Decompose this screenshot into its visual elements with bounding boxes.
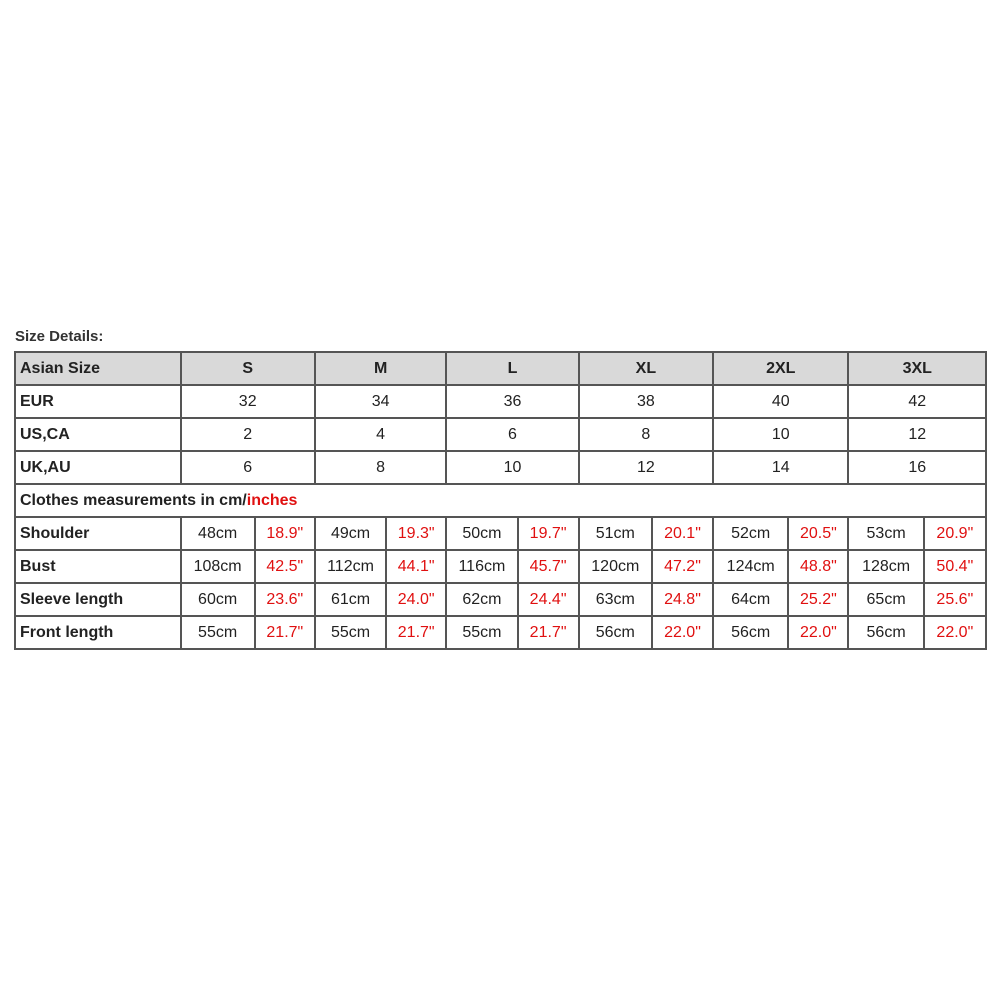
cm-value: 112cm <box>315 550 386 583</box>
size-value: 42 <box>848 385 986 418</box>
cm-value: 55cm <box>315 616 386 649</box>
row-label: EUR <box>15 385 181 418</box>
size-header: 2XL <box>713 352 848 385</box>
size-value: 10 <box>446 451 578 484</box>
cm-value: 108cm <box>181 550 255 583</box>
measurements-section-title <box>15 484 986 517</box>
size-value: 10 <box>713 418 848 451</box>
table-row <box>15 550 986 583</box>
size-header: M <box>315 352 446 385</box>
table-row <box>15 517 986 550</box>
size-value: 2 <box>181 418 315 451</box>
row-label: Bust <box>15 550 181 583</box>
size-value: 40 <box>713 385 848 418</box>
cm-value: 53cm <box>848 517 923 550</box>
row-label: Sleeve length <box>15 583 181 616</box>
row-label: UK,AU <box>15 451 181 484</box>
inch-value: 18.9" <box>255 517 315 550</box>
cm-value: 49cm <box>315 517 386 550</box>
size-details-caption: Size Details: <box>15 328 104 345</box>
inch-value: 20.5" <box>788 517 848 550</box>
cm-value: 51cm <box>579 517 652 550</box>
size-value: 36 <box>446 385 578 418</box>
inch-value: 44.1" <box>386 550 446 583</box>
size-value: 14 <box>713 451 848 484</box>
size-value: 32 <box>181 385 315 418</box>
size-value: 16 <box>848 451 986 484</box>
inch-value: 22.0" <box>924 616 986 649</box>
row-label: Shoulder <box>15 517 181 550</box>
size-value: 38 <box>579 385 713 418</box>
cm-value: 56cm <box>848 616 923 649</box>
section-row <box>15 484 986 517</box>
size-value: 6 <box>181 451 315 484</box>
cm-value: 52cm <box>713 517 788 550</box>
size-value: 12 <box>848 418 986 451</box>
cm-value: 48cm <box>181 517 255 550</box>
size-value: 8 <box>315 451 446 484</box>
inch-value: 42.5" <box>255 550 315 583</box>
inch-value: 22.0" <box>788 616 848 649</box>
size-header: 3XL <box>848 352 986 385</box>
inch-value: 45.7" <box>518 550 579 583</box>
cm-value: 128cm <box>848 550 923 583</box>
header-label: Asian Size <box>15 352 181 385</box>
inch-value: 48.8" <box>788 550 848 583</box>
section-highlight: inches <box>246 491 298 509</box>
inch-value: 20.9" <box>924 517 986 550</box>
table-row <box>15 418 986 451</box>
inch-value: 24.4" <box>518 583 579 616</box>
table-row <box>15 385 986 418</box>
inch-value: 50.4" <box>924 550 986 583</box>
cm-value: 56cm <box>713 616 788 649</box>
cm-value: 55cm <box>181 616 255 649</box>
cm-value: 63cm <box>579 583 652 616</box>
table-row <box>15 583 986 616</box>
size-value: 6 <box>446 418 578 451</box>
inch-value: 24.0" <box>386 583 446 616</box>
size-value: 34 <box>315 385 446 418</box>
row-label: Front length <box>15 616 181 649</box>
size-header: L <box>446 352 578 385</box>
inch-value: 19.7" <box>518 517 579 550</box>
inch-value: 23.6" <box>255 583 315 616</box>
cm-value: 60cm <box>181 583 255 616</box>
size-value: 8 <box>579 418 713 451</box>
cm-value: 50cm <box>446 517 517 550</box>
size-header: S <box>181 352 315 385</box>
row-label: US,CA <box>15 418 181 451</box>
cm-value: 64cm <box>713 583 788 616</box>
table-header-row <box>15 352 986 385</box>
section-prefix: Clothes measurements in cm/ <box>20 491 247 509</box>
size-chart-table <box>14 351 987 650</box>
table-row <box>15 451 986 484</box>
cm-value: 56cm <box>579 616 652 649</box>
table-row <box>15 616 986 649</box>
cm-value: 62cm <box>446 583 517 616</box>
inch-value: 24.8" <box>652 583 713 616</box>
inch-value: 21.7" <box>255 616 315 649</box>
inch-value: 22.0" <box>652 616 713 649</box>
inch-value: 25.6" <box>924 583 986 616</box>
cm-value: 65cm <box>848 583 923 616</box>
size-header: XL <box>579 352 713 385</box>
cm-value: 120cm <box>579 550 652 583</box>
cm-value: 124cm <box>713 550 788 583</box>
inch-value: 25.2" <box>788 583 848 616</box>
inch-value: 19.3" <box>386 517 446 550</box>
inch-value: 21.7" <box>518 616 579 649</box>
cm-value: 55cm <box>446 616 517 649</box>
size-value: 4 <box>315 418 446 451</box>
inch-value: 20.1" <box>652 517 713 550</box>
inch-value: 21.7" <box>386 616 446 649</box>
size-value: 12 <box>579 451 713 484</box>
inch-value: 47.2" <box>652 550 713 583</box>
cm-value: 61cm <box>315 583 386 616</box>
cm-value: 116cm <box>446 550 517 583</box>
